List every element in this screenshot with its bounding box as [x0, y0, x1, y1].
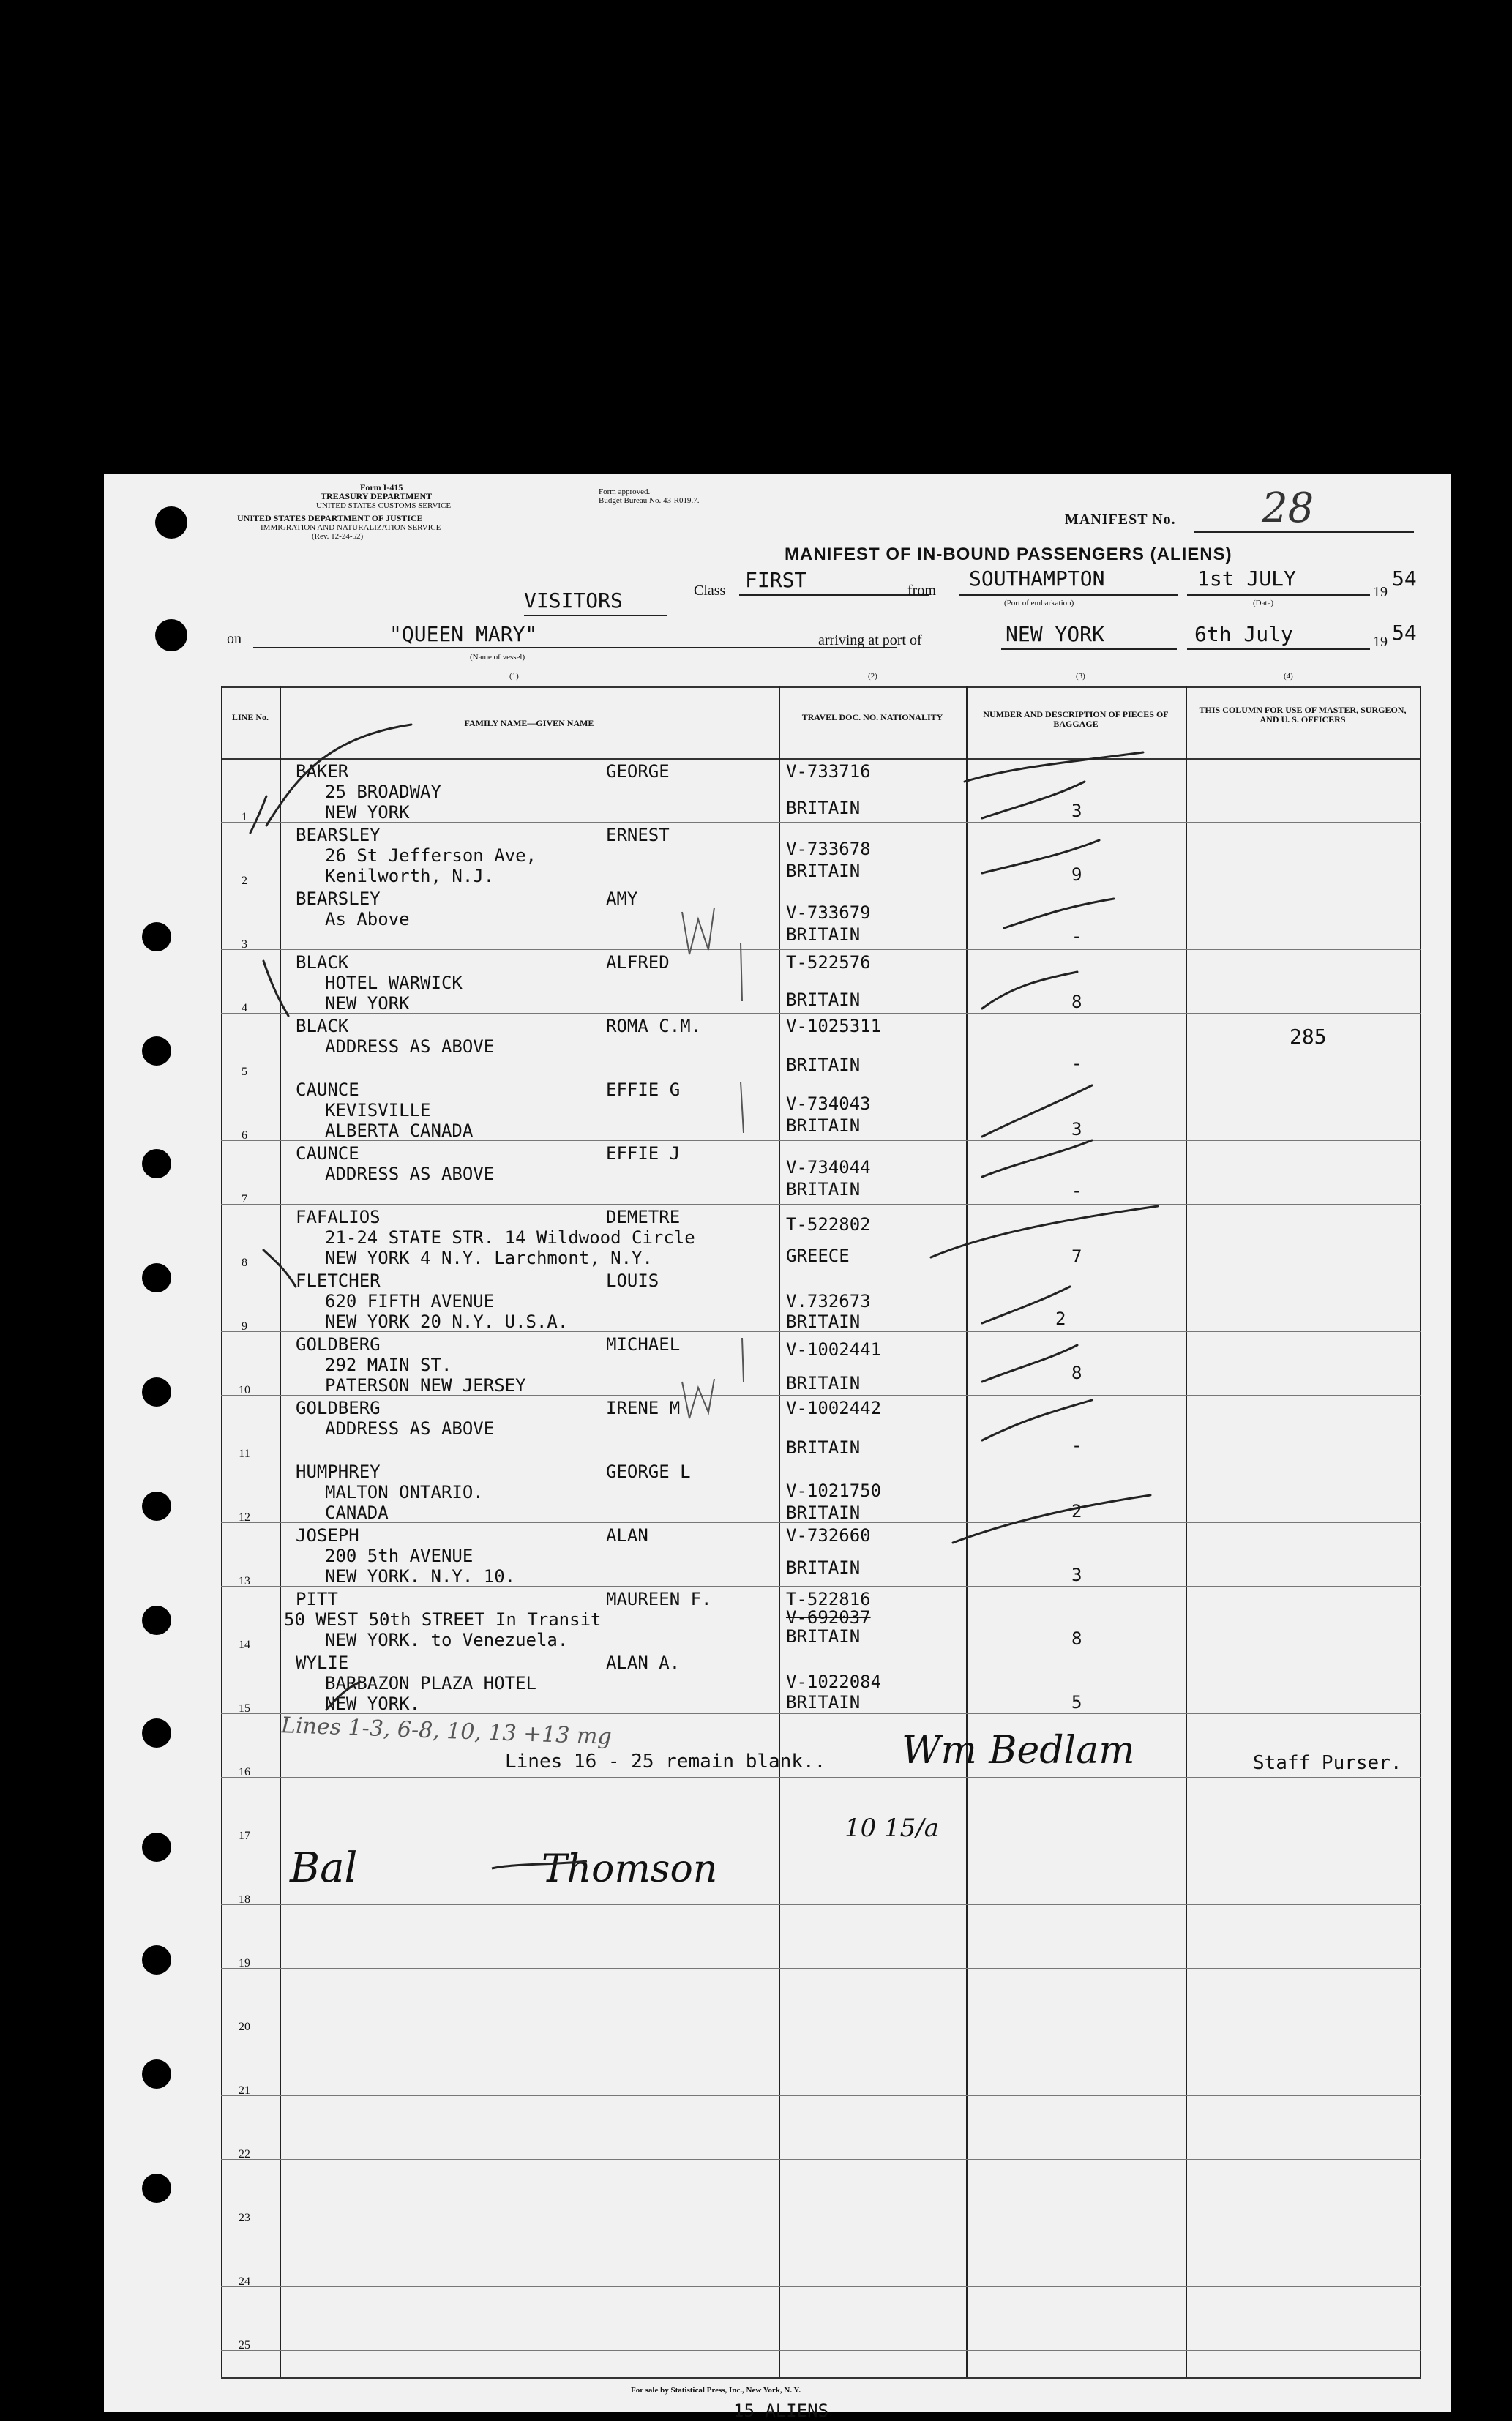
line-number: 5	[242, 1066, 247, 1078]
from-label: from	[907, 583, 936, 599]
time-note: 10 15/a	[845, 1814, 940, 1843]
on-label: on	[227, 631, 242, 647]
check-mark	[263, 1250, 296, 1287]
address-line: ADDRESS AS ABOVE	[325, 1164, 495, 1184]
baggage-count: 8	[1071, 1363, 1082, 1383]
nationality: BRITAIN	[786, 1503, 861, 1523]
line-number: 14	[239, 1639, 250, 1651]
line-number: 11	[239, 1448, 250, 1460]
line-number: 3	[242, 938, 247, 951]
vessel-name: "QUEEN MARY"	[389, 622, 538, 646]
address-line: KEVISVILLE	[325, 1100, 431, 1120]
travel-doc: V-734043	[786, 1093, 871, 1114]
family-name: BEARSLEY	[296, 825, 381, 845]
staff-purser: Staff Purser.	[1253, 1752, 1402, 1774]
check-mark	[250, 796, 266, 833]
year-prefix: 19	[1373, 584, 1388, 600]
header-baggage: NUMBER AND DESCRIPTION OF PIECES OF BAGGAGE	[983, 709, 1169, 729]
address-line: HOTEL WARWICK	[325, 973, 463, 993]
address-line: ADDRESS AS ABOVE	[325, 1036, 495, 1057]
baggage-count: 7	[1071, 1246, 1082, 1267]
pencil-scribble	[682, 1379, 714, 1418]
check-mark	[1004, 899, 1114, 928]
arriving-label: arriving at port of	[818, 632, 922, 648]
visitors-stamp: VISITORS	[524, 588, 623, 613]
line-number: 18	[239, 1893, 250, 1906]
travel-doc: V.732673	[786, 1291, 871, 1311]
given-name: ROMA C.M.	[606, 1016, 702, 1036]
pencil-scribble	[741, 1082, 744, 1133]
check-mark	[965, 752, 1143, 782]
travel-doc: T-522816	[786, 1589, 871, 1609]
baggage-count: 3	[1071, 1119, 1082, 1140]
port-embark-caption: (Port of embarkation)	[1004, 599, 1074, 607]
check-mark	[266, 725, 411, 826]
family-name: BAKER	[296, 761, 349, 782]
travel-doc: T-522576	[786, 952, 871, 973]
line-number: 21	[239, 2084, 250, 2097]
address-line: 200 5th AVENUE	[325, 1546, 474, 1566]
given-name: EFFIE J	[606, 1143, 681, 1164]
arrival-port: NEW YORK	[1006, 622, 1104, 646]
address-line: CANADA	[325, 1503, 389, 1523]
purser-signature: Wm Bedlam	[902, 1729, 1135, 1773]
manifest-sheet	[104, 474, 1451, 2421]
address-line: NEW YORK 4 N.Y. Larchmont, N.Y.	[325, 1248, 653, 1268]
thomson-note: Thomson	[542, 1847, 718, 1891]
check-mark	[326, 1682, 360, 1710]
family-name: WYLIE	[296, 1653, 349, 1673]
line-number: 6	[242, 1129, 247, 1142]
given-name: AMY	[606, 888, 638, 909]
address-line: 21-24 STATE STR. 14 Wildwood Circle	[325, 1227, 695, 1248]
given-name: EFFIE G	[606, 1079, 681, 1100]
check-mark	[982, 1287, 1070, 1323]
given-name: LOUIS	[606, 1271, 659, 1291]
manifest-number: 28	[1262, 484, 1314, 532]
col-num-2: (2)	[868, 672, 877, 681]
baggage-count: 9	[1071, 864, 1082, 885]
family-name: JOSEPH	[296, 1525, 359, 1546]
given-name: GEORGE	[606, 761, 670, 782]
manifest-title: MANIFEST OF IN-BOUND PASSENGERS (ALIENS)	[785, 545, 1232, 564]
ins-service: IMMIGRATION AND NATURALIZATION SERVICE	[261, 523, 441, 532]
baggage-count: 2	[1055, 1309, 1066, 1329]
form-revision: (Rev. 12-24-52)	[312, 532, 364, 541]
travel-doc: V-733678	[786, 839, 871, 859]
lines-note: Lines 1-3, 6-8, 10, 13 +13 mg	[280, 1713, 613, 1750]
baggage-count: 3	[1071, 801, 1082, 821]
line-number: 23	[239, 2212, 250, 2224]
strike-scribble	[492, 1861, 587, 1868]
family-name: PITT	[296, 1589, 338, 1609]
check-mark	[953, 1495, 1150, 1543]
address-line: PATERSON NEW JERSEY	[325, 1375, 526, 1396]
line-number: 1	[242, 811, 247, 823]
nationality: GREECE	[786, 1246, 850, 1266]
address-line: NEW YORK.	[325, 1694, 421, 1714]
travel-doc: V-1002442	[786, 1398, 882, 1418]
given-name: ALAN	[606, 1525, 648, 1546]
address-line: BARBAZON PLAZA HOTEL	[325, 1673, 536, 1694]
header-name: FAMILY NAME—GIVEN NAME	[464, 718, 594, 728]
address-line: ADDRESS AS ABOVE	[325, 1418, 495, 1439]
col-num-4: (4)	[1284, 672, 1293, 681]
address-line: NEW YORK. to Venezuela.	[325, 1630, 569, 1650]
justice-dept: UNITED STATES DEPARTMENT OF JUSTICE	[237, 513, 423, 523]
address-line: 26 St Jefferson Ave,	[325, 845, 536, 866]
footer-printer: For sale by Statistical Press, Inc., New York, N. Y.	[631, 2386, 801, 2395]
nationality: BRITAIN	[786, 1115, 861, 1136]
line-number: 15	[239, 1702, 250, 1715]
family-name: CAUNCE	[296, 1143, 359, 1164]
line-number: 20	[239, 2021, 250, 2033]
nationality: BRITAIN	[786, 1179, 861, 1200]
given-name: MICHAEL	[606, 1334, 681, 1355]
nationality: BRITAIN	[786, 1626, 861, 1647]
given-name: ALAN A.	[606, 1653, 681, 1673]
baggage-count: -	[1071, 1053, 1082, 1074]
line-number: 7	[242, 1193, 247, 1205]
family-name: BLACK	[296, 952, 349, 973]
family-name: FLETCHER	[296, 1271, 381, 1291]
customs-service: UNITED STATES CUSTOMS SERVICE	[316, 501, 452, 510]
pencil-scribble	[741, 943, 742, 1001]
baggage-count: 2	[1071, 1501, 1082, 1522]
class-label: Class	[694, 583, 726, 599]
nationality: BRITAIN	[786, 861, 861, 881]
address-line: 25 BROADWAY	[325, 782, 441, 802]
address-line: MALTON ONTARIO.	[325, 1482, 484, 1503]
line-number: 2	[242, 875, 247, 887]
header-official: THIS COLUMN FOR USE OF MASTER, SURGEON, AND U. S. OFFICERS	[1199, 705, 1407, 725]
baggage-count: 8	[1071, 992, 1082, 1012]
year-prefix-2: 19	[1373, 634, 1388, 650]
baggage-count: -	[1071, 926, 1082, 946]
nationality: BRITAIN	[786, 1437, 861, 1458]
family-name: BEARSLEY	[296, 888, 381, 909]
travel-doc: V-1022084	[786, 1672, 882, 1692]
baggage-count: 3	[1071, 1565, 1082, 1585]
nationality: BRITAIN	[786, 1373, 861, 1393]
check-mark	[931, 1206, 1158, 1257]
line-number: 9	[242, 1320, 247, 1333]
nationality: BRITAIN	[786, 1311, 861, 1332]
baggage-count: 5	[1071, 1692, 1082, 1713]
nationality: BRITAIN	[786, 798, 861, 818]
travel-doc-struck: V-692037	[786, 1607, 871, 1628]
line-number: 19	[239, 1957, 250, 1969]
pencil-scribble	[742, 1338, 744, 1382]
address-line: 50 WEST 50th STREET In Transit	[284, 1609, 602, 1630]
footer-alien-count: 15 ALIENS	[733, 2401, 829, 2421]
travel-doc: V-1002441	[786, 1339, 882, 1360]
header-line-no: LINE No.	[231, 712, 269, 722]
baggage-count: 8	[1071, 1628, 1082, 1649]
family-name: FAFALIOS	[296, 1207, 381, 1227]
family-name: BLACK	[296, 1016, 349, 1036]
address-line: NEW YORK 20 N.Y. U.S.A.	[325, 1311, 569, 1332]
travel-doc: T-522802	[786, 1214, 871, 1235]
address-line: NEW YORK	[325, 802, 410, 823]
class-value: FIRST	[745, 568, 807, 592]
col-num-1: (1)	[509, 672, 519, 681]
given-name: GEORGE L	[606, 1462, 691, 1482]
year-2: 54	[1392, 621, 1417, 645]
given-name: DEMETRE	[606, 1207, 681, 1227]
travel-doc: V-733679	[786, 902, 871, 923]
check-mark	[982, 1345, 1077, 1382]
nationality: BRITAIN	[786, 1692, 861, 1713]
travel-doc: V-732660	[786, 1525, 871, 1546]
baggage-count: -	[1071, 1435, 1082, 1456]
given-name: ALFRED	[606, 952, 670, 973]
given-name: ERNEST	[606, 825, 670, 845]
family-name: CAUNCE	[296, 1079, 359, 1100]
form-approved: Form approved.	[599, 487, 651, 496]
check-mark	[982, 782, 1085, 818]
check-mark	[982, 1085, 1092, 1137]
line-number: 22	[239, 2148, 250, 2160]
year-1: 54	[1392, 566, 1417, 591]
check-mark	[982, 1140, 1092, 1177]
bal-note: Bal	[290, 1844, 358, 1892]
embark-date: 1st JULY	[1197, 566, 1296, 591]
check-mark	[982, 1400, 1092, 1440]
address-line: ALBERTA CANADA	[325, 1120, 474, 1141]
address-line: NEW YORK	[325, 993, 410, 1014]
header-doc: TRAVEL DOC. NO. NATIONALITY	[801, 712, 943, 722]
travel-doc: V-1021750	[786, 1481, 882, 1501]
line-number: 4	[242, 1002, 247, 1014]
manifest-label: MANIFEST No.	[1065, 512, 1176, 528]
check-mark	[263, 961, 288, 1016]
pencil-marks	[104, 474, 1451, 2412]
line-number: 24	[239, 2275, 250, 2288]
line-number: 16	[239, 1766, 250, 1778]
official-number: 285	[1290, 1025, 1327, 1049]
family-name: GOLDBERG	[296, 1398, 381, 1418]
travel-doc: V-1025311	[786, 1016, 882, 1036]
address-line: As Above	[325, 909, 410, 929]
line-number: 13	[239, 1575, 250, 1587]
nationality: BRITAIN	[786, 989, 861, 1010]
nationality: BRITAIN	[786, 1557, 861, 1578]
address-line: 292 MAIN ST.	[325, 1355, 452, 1375]
given-name: MAUREEN F.	[606, 1589, 712, 1609]
family-name: HUMPHREY	[296, 1462, 381, 1482]
travel-doc: V-734044	[786, 1157, 871, 1178]
budget-bureau: Budget Bureau No. 43-R019.7.	[599, 496, 700, 505]
check-mark	[982, 840, 1099, 873]
line-number: 17	[239, 1830, 250, 1842]
line-number: 10	[239, 1384, 250, 1396]
family-name: GOLDBERG	[296, 1334, 381, 1355]
nationality: BRITAIN	[786, 1055, 861, 1075]
line-number: 25	[239, 2339, 250, 2351]
line-number: 12	[239, 1511, 250, 1524]
baggage-count: -	[1071, 1180, 1082, 1201]
port-embarkation: SOUTHAMPTON	[969, 566, 1105, 591]
form-number: Form I-415	[360, 482, 403, 493]
pencil-scribble	[682, 908, 714, 954]
treasury-dept: TREASURY DEPARTMENT	[321, 491, 433, 501]
date-caption: (Date)	[1253, 599, 1274, 607]
arrival-date: 6th July	[1194, 622, 1293, 646]
remain-blank-note: Lines 16 - 25 remain blank..	[505, 1751, 826, 1773]
address-line: 620 FIFTH AVENUE	[325, 1291, 495, 1311]
check-mark	[982, 972, 1077, 1009]
travel-doc: V-733716	[786, 761, 871, 782]
address-line: Kenilworth, N.J.	[325, 866, 495, 886]
address-line: NEW YORK. N.Y. 10.	[325, 1566, 516, 1587]
given-name: IRENE M	[606, 1398, 681, 1418]
nationality: BRITAIN	[786, 924, 861, 945]
vessel-caption: (Name of vessel)	[470, 653, 525, 662]
col-num-3: (3)	[1076, 672, 1085, 681]
line-number: 8	[242, 1257, 247, 1269]
